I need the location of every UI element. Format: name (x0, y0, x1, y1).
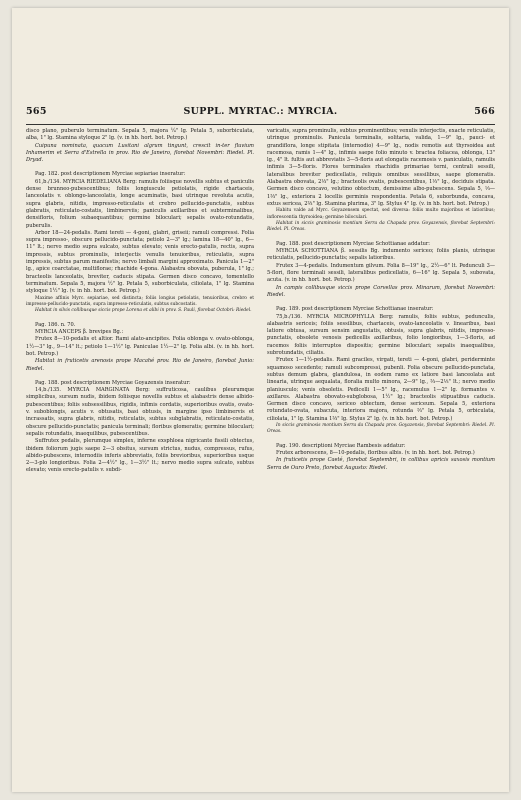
text-paragraph: In fruticetis prope Caeté, florebat Septembri, in collibus apricis saxosis montium Serra de Ouro Preto, florebat Augusto: Riedel. (267, 457, 495, 471)
right-page-number: 566 (474, 106, 495, 117)
text-paragraph: 14,b./135. MYRCIA MARGINATA Berg: suffruticosa, caulibus pleurumque simplicibus, sursum nudis, ibidem foliisque novellis subtus et alabastris dense albido-pubescentibus; foliis subsessilibus, rigidis, infimis cordatis, superioribus ovatis, ovato- v. suboblongis, acutis v. obtusatis, basi obtusis, in margine ipso limbinervis et incrassatis, supra glabris, nitidis, reticulatis, subtus subglabratis, reticulato-costatis, obscure pellucido-punctatis; panicula terminali; floribus glomeratis; germine biloculari; sepalis rotundatis, inaequilibus, pubescentibus. (26, 387, 254, 437)
text-paragraph: disco plano, puberulo terminatum. Sepala 5, majora ¼" lg. Petala 5, suborbiculata, alba, 1" lg. Stamina styloque 2" lg. (v. in hb. hort. bot. Petrop.) (26, 128, 254, 142)
paragraph-gap (26, 164, 254, 171)
text-paragraph: Cuipuna nominata, quacum Lusitani algrum tingunt, crescit in-ter fluvium Inhamerim et Serra d'Estrella in prov. Rio de Janeiro, florebat Novembri: Riedel. Pl. Dryad. (26, 142, 254, 164)
text-paragraph: Frutex 1—1½-pedalis. Rami graciles, virgati, tereti — 4-goni, glabri, periderminte squamoso secedente; ramuli subcompressi, pubenli. Folia obscure pellucido-punctata, subtus demum glabra, glandulosa, in eodem ramo ex latiore basi lanceolata aut linearia, utrinque aequalata, floralia multo minora, 2—9" lg., ⅔—2⅓" lt.; nervo medio planiusculo; venis obsoletis. Pedicelli 1—5" lg., racemulus 1—2" lg. formantes v. axillares. Alabastra obovato-subglobosa, 1½" lg.; bracteolis stipuatibus caducis. Germen disco concavo, sericeo obtectum, dense sericeum. Sepala 5, exteriora rotundato-ovata, subacuta, interiora majora, rotunda ⅔" lg. Petala 5, orbiculata, ciliolata, 1" lg. Stamina 1⅔" lg. Stylus 2" lg. (v. in hb. hort. bot. Petrop.) (267, 357, 495, 422)
text-paragraph: Frutex 8—10-pedalis et altior. Rami alato-ancipites. Folia oblonga v. ovato-oblonga, 1½—3" lg., 9—14" lt.; petiolo 1—1½" lg. Paniculae 1½—2" lg. Folia albi. (v. in hb. hort. bot. Petrop.) (26, 336, 254, 357)
paragraph-gap (267, 436, 495, 443)
text-paragraph: 61,b./134. MYRCIA RIEDELIANA Berg: ramulis foliisque novellis subtus et paniculis dense brunneo-pubescentibus; foliis longiuscule petiolatis, rigide chartaceis, lanceolatis v. oblongo-lanceolatis, longe acuminatis, basi utrinque revoluta acutis, supra glabris, nitidis, impresso-reticulatis et crebro pellucido-punctatis, subtus glabratis, reticulato-costatis, limbinerviis; paniculis axillaribus et subterminalibus, densifloris, folium subaequantibus; germine biloculari; sepalis ovato-rotundatis, puberulis. (26, 178, 254, 229)
text-paragraph: varicatis, supra prominulis, subtus prominentibus; venulis interjectis, exacte reticulatis, utrinque prominulis. Panicula terminalis, solitaria, valida, 1—9" lg., pauci- et grandiflora, longe stipitata (internodio) 4—9" lg., nodis remotis aut thyrsoidea aut racemosa, ramis 1—4" lg., infimis saepe folio minuto v. bractea foliacea, oblonga, 13" lg., 4" lt. fultis aut abbreviatis 3—5-floris aut elongatis racemosis v. paniculatis, ramulis infimis 3—5-floris. Flores terminales rhachidis primariae terni, centrali sessili, lateralibus breviter pedicellatis, reliquis omnibus sessilibus, saepe glomeratis. Alabastra obovata, 2⅓" lg.; bracteolis ovatis, pubescentibus, 1⅓" lg., deciduis stipata. Germen disco concavo, velutino obtectum, demissime albo-pubescens. Sepala 5, ⅓—1⅔" lg., exteriora 2 locellis germinis respondentia. Petala 6, suborbunda, concava, extus sericea, 2⅔" lg. Stamina plurima, 3" lg. Stylus 4" lg. (v. in hb. hort. bot. Petrop.) (267, 128, 495, 207)
section-heading: Pag. 186. n. 70. (35, 321, 76, 328)
header-rule (26, 124, 495, 125)
book-page (12, 8, 509, 792)
text-paragraph: 75,b./136. MYRCIA MICROPHYLLA Berg: ramulis, foliis subtus, pedunculis, alabastris sericeis; foliis sessilibus, chartaceis, ovato-lanceolatis v. linearibus, basi latiore obtusa, sursum sensim angustatis, obtusis, supra glabris, nitidis, impresso-punctatis, obsolete venosis pedicellis axillaribus, folio longioribus, 1—3-floris, ad racemos foliis interruptos dispositis; germine biloculari; sepalis inaequalibus, subrotundatis, ciliatis. (267, 313, 495, 357)
section-heading: Pag. 190. descriptioni Myrciae Rambesis addatur: (276, 442, 406, 449)
text-paragraph: MYRCIA ANCEPS β. brevipes Bg.: (35, 329, 124, 336)
paragraph-gap (26, 315, 254, 322)
text-paragraph: Frutex arborescens, 8—10-pedalis, floribus albis. (v. in hb. hort. bot. Petrop.) (276, 450, 475, 457)
running-title: SUPPL. MYRTAC.: MYRCIA. (183, 106, 338, 117)
text-paragraph: Suffrutex pedalis, plerumque simplex, inferne exsphloea nigricante fissili obtectus, ibidem foliorum jugis saepe 2—3 obsitus, sursum strictus, nudus, compressus, rufus, albido-pubescens, internodiis inferis abbreviatis, foliis brevioribus, superioribus usque 2—3-plo longioribus. Folia 2—4½" lg., 1—3½" lt.; nervo medio supra sulcato, subtus elevato; venis erecto-patulis v. subdi- (26, 438, 254, 474)
text-paragraph: Habitat in silvis collibusque siccis prope Lorena et alibi in prov. S. Pauli, florebat Octobri: Riedel. (35, 308, 252, 314)
section-heading: Pag. 189. post descriptionem Myrciae Schottianae inseratur: (276, 306, 434, 313)
text-paragraph: Habitat in fruticetis arenosis prope Macahé prov. Rio de Janeiro, florebat Junio: Riedel. (26, 358, 254, 372)
text-paragraph: Maxime affinis Myrc. sepiariae, sed distincta; foliis longius petiolatis, tenuioribus, crebro et impresso-pellucido-punctatis, supra impresso-reticulatis, subtus subcostatis. (26, 295, 254, 307)
text-paragraph: Habitat in siccis graminosis montium Serra da Chapada prov. Goyazensis, florebat Septembri: Riedel. Pl. Oreas. (267, 221, 495, 233)
text-paragraph: Frutex 3—4-pedalis. Indumentum gilvum. Folia 8—19" lg., 2½—6" lt. Pedunculi 3—5-flori, flore terminali sessili, lateralibus pedicellatis, 6—16" lg. Sepala 5, subovata, acuta. (v. in hb. hort. bot. Petrop.) (267, 262, 495, 284)
section-heading: Pag. 182. post descriptionem Myrciae sepiariae inseratur: (35, 171, 186, 178)
paragraph-gap (267, 299, 495, 306)
section-heading: Pag. 188. post descriptionem Myrciae Schottianae addatur: (276, 240, 431, 247)
left-text-column (26, 128, 254, 475)
paragraph-gap (267, 234, 495, 241)
text-paragraph: Arbor 18—24-pedalis. Rami tereti — 4-goni, glabri, griseii; ramuli compressi. Folia supra impresso-, obscure pellucido-punctata; petiolo 2—3" lg.; lamina 18—40" lg., 6—11" lt.; nervo medio supra sulcato, subtus elevato; venis erecto-patulis, rectis, supra impressis, subtus prominulis, interjectis venulis tenuioribus, reticulatis, supra impressis, subtus parum manifestis; nervo limbali margini approximato. Panicula 1—2" lg., apice coarctatae, multiflorae; rhachide 4-gona. Alabastra obovata, puberula, 1" lg.; bracteolis lanceolatis, breviter, caducis stipata. Germen disco concavo, tomentello terminatum. Sepala 5, majora ½" lg. Petala 5, suborbiculata, ciliolata, 1" lg. Stamina styloque 1½" lg. (v. in hb. hort. bot. Petrop.) (26, 229, 254, 295)
left-page-number: 565 (26, 106, 47, 117)
text-paragraph: Habitu valde ad Myrc. Goyazensem spectat, sed diversa: foliis multo majoribus et latioribus; inflorescentia thyrsoidea; germine biloculari. (267, 208, 495, 220)
running-header (26, 106, 495, 122)
right-text-column (267, 128, 495, 472)
paragraph-gap (26, 373, 254, 380)
text-paragraph: MYRCIA SCHOTTIANA β. sessilis Bg. indumento sericeo; foliis planis, utrinque reticulatis, pellucido-punctatis; sepalis latioribus. (267, 248, 495, 262)
text-paragraph: In campis collibusque siccis prope Corvellas prov. Minarum, florebat Novembri: Riedel. (267, 284, 495, 298)
section-heading: Pag. 188. post descriptionem Myrciae Goyazensis inseratur: (35, 379, 191, 386)
text-paragraph: In siccis graminosis montium Serra da Chapada prov. Goyazensis, florebat Septembri: Riedel. Pl. Oreas. (267, 423, 495, 435)
